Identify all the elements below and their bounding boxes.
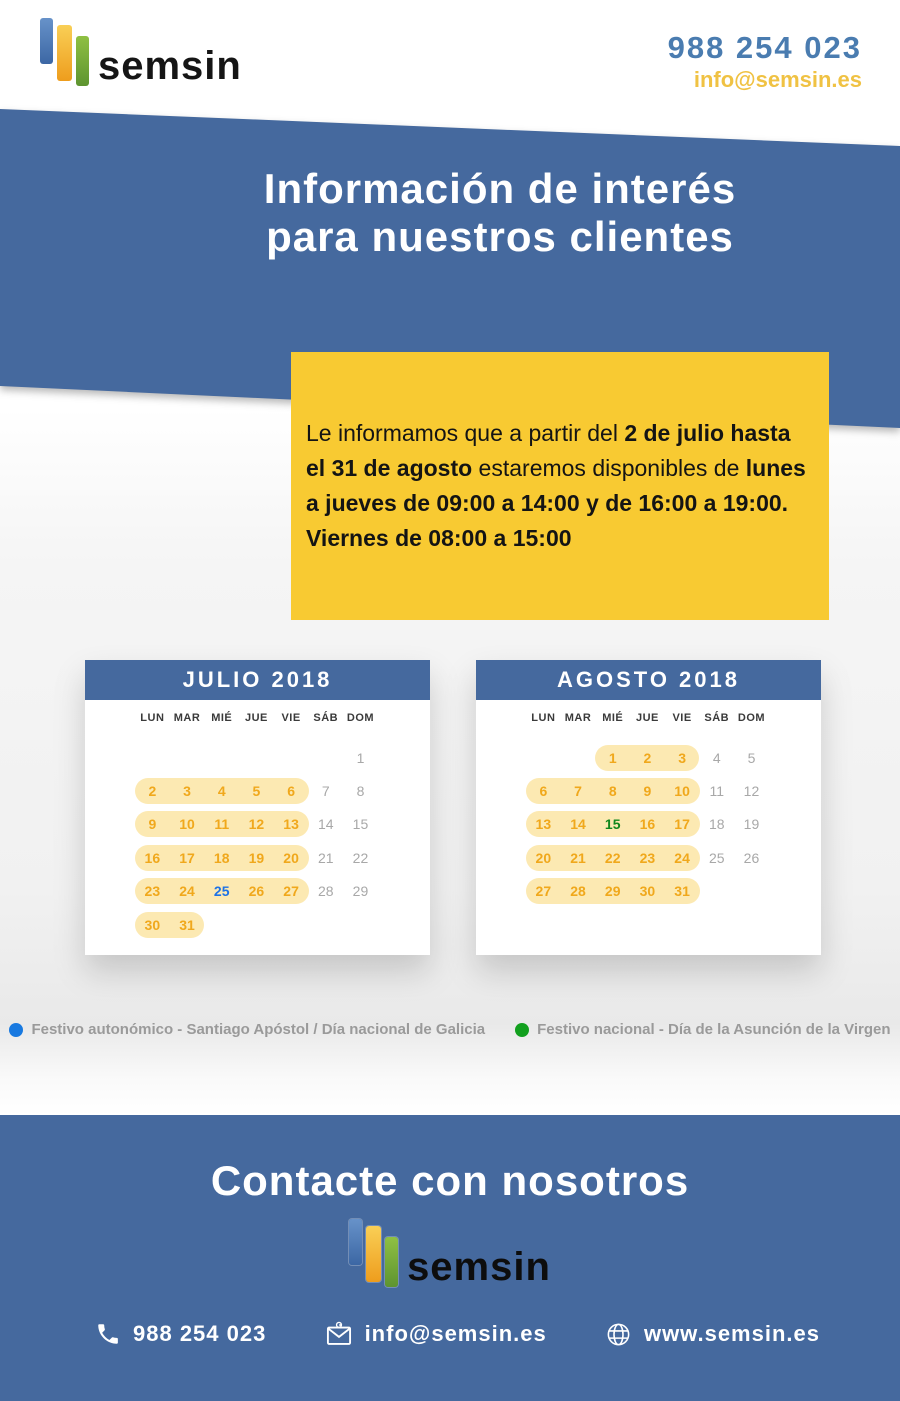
- weekday-header-row: [135, 712, 379, 732]
- day-cell: 28: [317, 883, 334, 900]
- legend-dot-icon: [9, 1023, 23, 1037]
- day-cell: 22: [604, 849, 621, 866]
- day-cell: 23: [144, 883, 161, 900]
- day-cell: 27: [283, 883, 299, 900]
- brand-logo: [40, 18, 242, 88]
- logo-bars-icon: [349, 1219, 401, 1289]
- weekday-label: JUE: [244, 712, 268, 724]
- day-cell: 30: [639, 883, 656, 900]
- header-phone[interactable]: 988 254 023: [667, 30, 862, 65]
- week-row: [135, 808, 379, 841]
- day-cell: 16: [639, 816, 656, 833]
- day-cell: 9: [148, 816, 157, 833]
- day-cell: 21: [570, 849, 586, 866]
- footer-contact-phone[interactable]: [95, 1320, 266, 1348]
- weekday-label: VIE: [281, 712, 301, 724]
- day-cell: 31: [674, 883, 690, 900]
- footer-contact-text: info@semsin.es: [364, 1321, 547, 1346]
- calendar-august: [476, 660, 821, 955]
- weekday-label: MAR: [173, 712, 201, 724]
- week-row: [526, 841, 770, 874]
- day-cell: 25: [213, 883, 230, 900]
- day-cell: 12: [248, 816, 265, 833]
- weekday-label: MAR: [564, 712, 592, 724]
- notice-bold-text: lunes a jueves de 09:00 a 14:00 y de 16:00 a 19:00. Viernes de 08:00 a 15:00: [306, 455, 806, 551]
- day-cell: 16: [144, 849, 161, 866]
- day-cell: 27: [535, 883, 552, 900]
- calendar-july-grid: [135, 712, 379, 941]
- footer-brand-logo: [0, 1219, 900, 1289]
- day-cell: 25: [708, 849, 725, 866]
- day-cell: 30: [144, 916, 161, 933]
- footer-contact-email[interactable]: [325, 1320, 547, 1348]
- day-cell: 5: [252, 783, 261, 800]
- weekday-label: SÁB: [704, 712, 730, 724]
- legend: [0, 1021, 900, 1038]
- notice-regular-text: Le informamos que a partir del: [306, 420, 625, 446]
- logo-bars-icon: [40, 18, 92, 88]
- week-row: [526, 741, 770, 774]
- legend-label: Festivo autonómico - Santiago Apóstol / Día nacional de Galicia: [31, 1021, 486, 1038]
- footer-contact-globe[interactable]: [605, 1320, 820, 1348]
- weekday-label: DOM: [737, 712, 766, 724]
- day-cell: 4: [712, 749, 721, 766]
- day-cell: 7: [321, 783, 330, 800]
- notice-text: [291, 416, 829, 556]
- day-cell: 11: [709, 783, 725, 800]
- notice-bold-text: 2 de julio hasta el 31 de agosto: [306, 420, 791, 481]
- day-cell: 3: [678, 749, 686, 766]
- footer-title: Contacte con nosotros: [210, 1157, 690, 1204]
- week-row: [135, 908, 379, 941]
- day-cell: 2: [643, 749, 652, 766]
- day-cell: 18: [708, 816, 725, 833]
- weekday-label: LUN: [140, 712, 165, 724]
- day-cell: 15: [604, 816, 621, 833]
- day-cell: 11: [214, 816, 230, 833]
- week-row: [526, 875, 770, 908]
- header-email[interactable]: info@semsin.es: [693, 67, 862, 92]
- page-title: [100, 165, 900, 261]
- day-cell: 9: [643, 783, 652, 800]
- day-cell: 8: [608, 783, 617, 800]
- brand-name: semsin: [98, 44, 242, 88]
- day-cell: 20: [535, 849, 552, 866]
- weekday-label: MIÉ: [211, 712, 233, 724]
- week-row: [526, 774, 770, 807]
- weekday-label: DOM: [346, 712, 375, 724]
- calendar-august-title: AGOSTO 2018: [476, 660, 821, 700]
- weekday-label: SÁB: [313, 712, 339, 724]
- day-cell: 13: [535, 816, 552, 833]
- legend-dot-icon: [515, 1023, 529, 1037]
- week-row: [135, 841, 379, 874]
- day-cell: 26: [248, 883, 265, 900]
- legend-label: Festivo nacional - Día de la Asunción de la Virgen: [537, 1021, 891, 1038]
- day-cell: 5: [747, 749, 756, 766]
- day-cell: 1: [608, 749, 617, 766]
- weekday-label: MIÉ: [602, 712, 624, 724]
- day-cell: 22: [352, 849, 369, 866]
- day-cell: 17: [674, 816, 690, 833]
- footer-contact-text: 988 254 023: [133, 1321, 267, 1346]
- week-row: [135, 774, 379, 807]
- day-cell: 18: [213, 849, 230, 866]
- calendar-july: [85, 660, 430, 955]
- day-cell: 10: [674, 783, 690, 800]
- day-cell: 21: [317, 849, 334, 866]
- day-cell: 14: [317, 816, 334, 833]
- header-contact: [668, 30, 862, 93]
- page-title-line2: para nuestros clientes: [266, 213, 734, 260]
- calendar-july-title: JULIO 2018: [85, 660, 430, 700]
- day-cell: 12: [743, 783, 760, 800]
- weekday-header-row: [526, 712, 770, 732]
- day-cell: 15: [352, 816, 369, 833]
- footer-contacts: [95, 1320, 820, 1348]
- legend-item: [515, 1021, 890, 1038]
- day-cell: 23: [639, 849, 656, 866]
- weekday-label: JUE: [635, 712, 659, 724]
- day-cell: 7: [574, 783, 582, 800]
- day-cell: 14: [570, 816, 586, 833]
- phone-icon: [95, 1321, 121, 1347]
- day-cell: 19: [743, 816, 760, 833]
- day-cell: 3: [183, 783, 191, 800]
- email-icon: [325, 1320, 353, 1348]
- week-row: [135, 875, 379, 908]
- day-cell: 29: [352, 883, 369, 900]
- day-cell: 1: [356, 749, 365, 766]
- calendar-august-grid: [526, 712, 770, 908]
- page-title-line1: Información de interés: [263, 165, 737, 212]
- day-cell: 31: [179, 916, 195, 933]
- day-cell: 19: [248, 849, 265, 866]
- day-cell: 20: [283, 849, 299, 866]
- weekday-label: VIE: [672, 712, 692, 724]
- day-cell: 2: [148, 783, 157, 800]
- day-cell: 13: [283, 816, 299, 833]
- footer: [0, 1115, 900, 1401]
- weekday-label: LUN: [531, 712, 556, 724]
- day-cell: 29: [604, 883, 621, 900]
- week-row: [135, 741, 379, 774]
- day-cell: 10: [179, 816, 195, 833]
- notice-regular-text: estaremos disponibles de: [472, 455, 746, 481]
- day-cell: 4: [217, 783, 226, 800]
- brand-name: semsin: [407, 1245, 551, 1289]
- day-cell: 6: [287, 783, 295, 800]
- day-cell: 6: [539, 783, 548, 800]
- day-cell: 24: [674, 849, 690, 866]
- week-row: [526, 808, 770, 841]
- day-cell: 17: [179, 849, 195, 866]
- footer-contact-text: www.semsin.es: [643, 1321, 820, 1346]
- notice-box: [291, 352, 829, 620]
- globe-icon: [605, 1321, 632, 1348]
- day-cell: 24: [179, 883, 195, 900]
- day-cell: 28: [570, 883, 586, 900]
- legend-item: [9, 1021, 485, 1038]
- day-cell: 26: [743, 849, 760, 866]
- day-cell: 8: [356, 783, 365, 800]
